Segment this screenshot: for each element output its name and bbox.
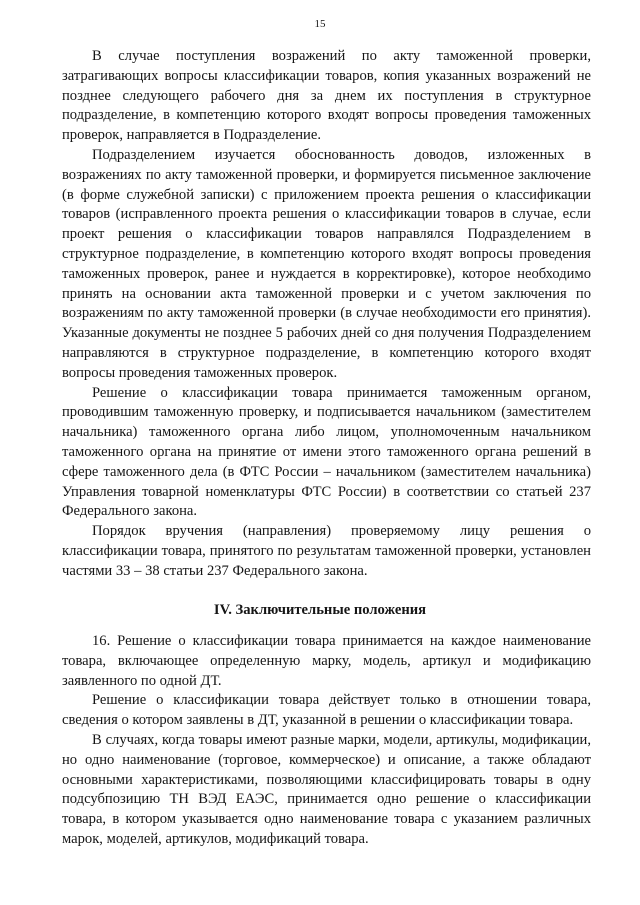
paragraph-item-16: 16. Решение о классификации товара принимается на каждое наименование товара, включающее определенную марку, модель, артикул и модификацию заявленного по одной ДТ.	[62, 633, 591, 689]
section-heading: IV. Заключительные положения	[213, 602, 427, 618]
paragraph-decision-scope: Решение о классификации товара действует только в отношении товара, сведения о котором заявлены в ДТ, указанной в решении о классификации товара.	[62, 692, 591, 729]
paragraph-decision-signing: Решение о классификации товара принимается таможенным органом, проводившим таможенную проверку, и подписывается начальником (заместителем начальника) таможенного органа либо лицом, уполномоченным начальником таможенного органа на принятие от имени этого таможенного органа решений в сфере таможенного дела (в ФТС России – начальником (заместителем начальника) Управления товарной номенклатуры ФТС России) в соответствии со статьей 237 Федерального закона.	[62, 384, 591, 520]
page-number: 15	[314, 18, 326, 30]
paragraph-objections-received: В случае поступления возражений по акту таможенной проверки, затрагивающих вопросы классификации товаров, копия указанных возражений не позднее следующего рабочего дня за днем их поступления в структурное подразделение, в компетенцию которого входят вопросы проведения таможенных проверок, направляется в Подразделение.	[62, 48, 591, 144]
section-body-final-provisions	[62, 632, 591, 850]
paragraph-multiple-models: В случаях, когда товары имеют разные марки, модели, артикулы, модификации, но одно наименование (торговое, коммерческое) и описание, а также обладают основными характеристиками, позволяющими классифицировать товары в одну подсубпозицию ТН ВЭД ЕАЭС, принимается одно решение о классификации товара, в котором указывается одно наименование товара с указанием различных марок, моделей, артикулов, модификаций товара.	[62, 731, 591, 847]
section-body-before-heading	[62, 47, 591, 582]
paragraph-delivery-procedure: Порядок вручения (направления) проверяемому лицу решения о классификации товара, принятого по результатам таможенной проверки, установлен частями 33 – 38 статьи 237 Федерального закона.	[62, 523, 591, 579]
paragraph-department-review: Подразделением изучается обоснованность доводов, изложенных в возражениях по акту таможенной проверки, и формируется письменное заключение (в форме служебной записки) с приложением проекта решения о классификации товаров (исправленного проекта решения о классификации товаров в случае, если проект решения о классификации товаров направлялся Подразделением в структурное подразделение, в компетенцию которого входят вопросы проведения таможенных проверок, ранее и нуждается в корректировке), которое необходимо принять на основании акта таможенной проверки и с учетом заключения по возражениям по акту таможенной проверки (в случае необходимости его принятия). Указанные документы не позднее 5 рабочих дней со дня получения Подразделением направляются в структурное подразделение, в компетенцию которого входят вопросы проведения таможенных проверок.	[62, 146, 591, 381]
